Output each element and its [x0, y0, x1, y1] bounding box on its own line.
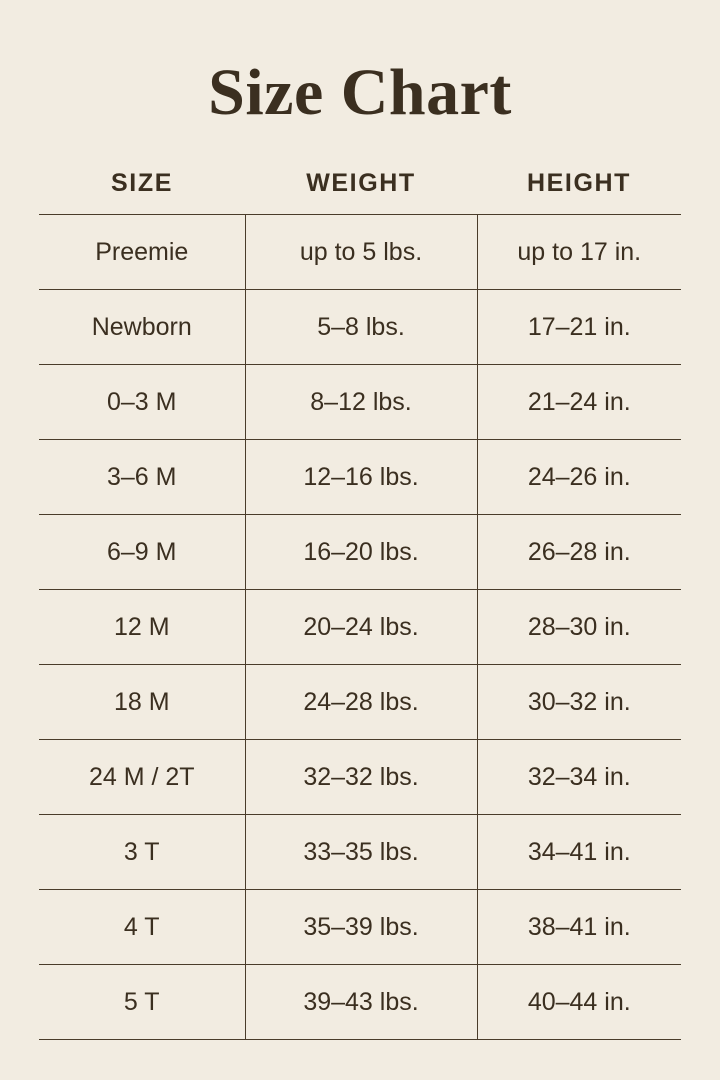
cell-height: 38–41 in. — [477, 890, 681, 965]
table-row — [39, 515, 681, 590]
cell-weight: 24–28 lbs. — [245, 665, 477, 740]
cell-height: 34–41 in. — [477, 815, 681, 890]
size-chart-table — [39, 169, 681, 1040]
cell-weight: 33–35 lbs. — [245, 815, 477, 890]
cell-weight: 16–20 lbs. — [245, 515, 477, 590]
cell-height: 17–21 in. — [477, 290, 681, 365]
cell-height: 28–30 in. — [477, 590, 681, 665]
column-header-size: SIZE — [111, 169, 173, 198]
cell-height: 21–24 in. — [477, 365, 681, 440]
table-body — [39, 215, 681, 1040]
cell-height: 30–32 in. — [477, 665, 681, 740]
cell-weight: 32–32 lbs. — [245, 740, 477, 815]
cell-size: Newborn — [39, 290, 245, 365]
table-row — [39, 590, 681, 665]
cell-size: 18 M — [39, 665, 245, 740]
cell-weight: 12–16 lbs. — [245, 440, 477, 515]
cell-size: 3–6 M — [39, 440, 245, 515]
table-row — [39, 965, 681, 1040]
cell-size: 5 T — [39, 965, 245, 1040]
cell-height: 26–28 in. — [477, 515, 681, 590]
cell-size: 6–9 M — [39, 515, 245, 590]
cell-size: 4 T — [39, 890, 245, 965]
cell-size: 12 M — [39, 590, 245, 665]
cell-size: 0–3 M — [39, 365, 245, 440]
table-row — [39, 890, 681, 965]
cell-size: Preemie — [39, 215, 245, 290]
cell-weight: 8–12 lbs. — [245, 365, 477, 440]
table-row — [39, 740, 681, 815]
cell-height: 32–34 in. — [477, 740, 681, 815]
column-header-weight: WEIGHT — [306, 169, 416, 198]
cell-weight: 39–43 lbs. — [245, 965, 477, 1040]
cell-weight: up to 5 lbs. — [245, 215, 477, 290]
table-row — [39, 290, 681, 365]
column-header-height: HEIGHT — [526, 169, 632, 198]
table-header-row — [39, 169, 681, 215]
cell-size: 3 T — [39, 815, 245, 890]
cell-height: 40–44 in. — [477, 965, 681, 1040]
table-row — [39, 365, 681, 440]
table-row — [39, 215, 681, 290]
cell-height: up to 17 in. — [477, 215, 681, 290]
cell-height: 24–26 in. — [477, 440, 681, 515]
cell-weight: 35–39 lbs. — [245, 890, 477, 965]
cell-weight: 5–8 lbs. — [245, 290, 477, 365]
table-row — [39, 440, 681, 515]
table-row — [39, 815, 681, 890]
page-title: Size Chart — [208, 56, 512, 129]
table-header — [39, 169, 681, 215]
cell-size: 24 M / 2T — [39, 740, 245, 815]
cell-weight: 20–24 lbs. — [245, 590, 477, 665]
table-row — [39, 665, 681, 740]
